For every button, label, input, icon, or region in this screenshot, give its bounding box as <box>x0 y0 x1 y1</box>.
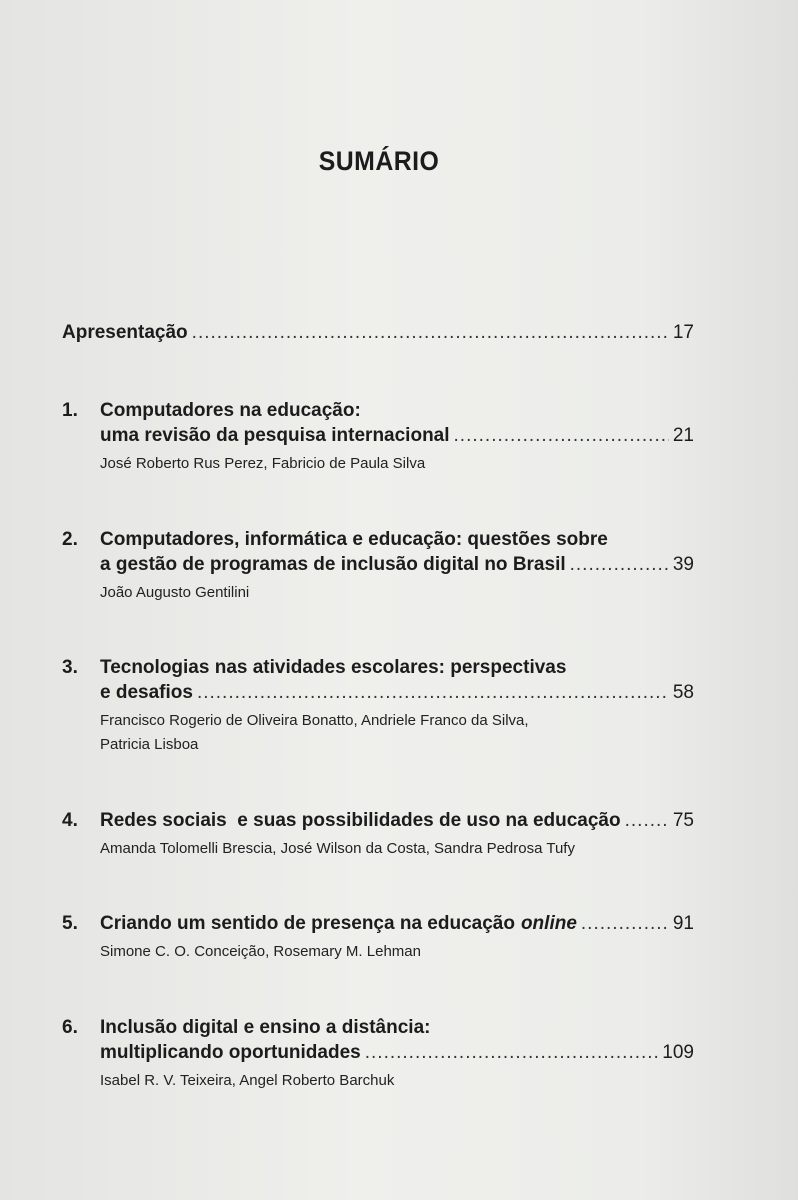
entry-number: 5. <box>62 913 78 934</box>
entry-title-line: a gestão de programas de inclusão digital no Brasil <box>100 554 566 575</box>
toc-entry-3 <box>62 655 694 756</box>
entry-title-line: Redes sociais e suas possibilidades de uso na educação <box>100 810 621 831</box>
toc-entry-5 <box>62 911 694 963</box>
entry-authors: Amanda Tolomelli Brescia, José Wilson da Costa, Sandra Pedrosa Tufy <box>100 840 575 857</box>
page-number: 17 <box>672 322 694 343</box>
entry-title-line: Criando um sentido de presença na educação <box>100 913 515 934</box>
dot-leader <box>570 552 669 577</box>
entry-title-line: Computadores na educação: <box>100 400 361 421</box>
entry-number: 2. <box>62 529 78 550</box>
dot-leader <box>581 911 669 936</box>
entry-number: 1. <box>62 400 78 421</box>
entry-title-line: e desafios <box>100 682 193 703</box>
page-number: 39 <box>672 554 694 575</box>
toc-entry-1 <box>62 398 694 475</box>
page-number: 21 <box>672 425 694 446</box>
entry-title-line: Computadores, informática e educação: questões sobre <box>100 529 608 550</box>
entry-authors: Patricia Lisboa <box>100 736 199 753</box>
entry-title-line: Tecnologias nas atividades escolares: perspectivas <box>100 657 567 678</box>
dot-leader <box>454 423 669 448</box>
entry-authors: José Roberto Rus Perez, Fabricio de Paula Silva <box>100 455 426 472</box>
page-number: 75 <box>672 810 694 831</box>
entry-authors: Francisco Rogerio de Oliveira Bonatto, Andriele Franco da Silva, <box>100 712 529 729</box>
entry-title-line: multiplicando oportunidades <box>100 1042 361 1063</box>
page-number: 58 <box>672 682 694 703</box>
entry-authors: João Augusto Gentilini <box>100 584 250 601</box>
toc-entry-4 <box>62 808 694 860</box>
dot-leader <box>365 1040 659 1065</box>
dot-leader <box>197 680 669 705</box>
toc-entry-6 <box>62 1015 694 1092</box>
entry-title-line: uma revisão da pesquisa internacional <box>100 425 450 446</box>
page-title: SUMÁRIO <box>318 146 440 176</box>
dot-leader <box>192 320 669 345</box>
entry-title-italic: online <box>520 913 577 934</box>
toc-entry-intro <box>62 320 694 345</box>
entry-authors: Simone C. O. Conceição, Rosemary M. Lehman <box>100 943 421 960</box>
entry-number: 3. <box>62 657 78 678</box>
entry-title-line: Inclusão digital e ensino a distância: <box>100 1017 431 1038</box>
page-number: 91 <box>672 913 694 934</box>
entry-authors: Isabel R. V. Teixeira, Angel Roberto Barchuk <box>100 1072 395 1089</box>
entry-number: 4. <box>62 810 78 831</box>
dot-leader <box>625 808 669 833</box>
page-number: 109 <box>662 1042 694 1063</box>
entry-title: Apresentação <box>62 322 188 343</box>
toc-entry-2 <box>62 527 694 604</box>
entry-number: 6. <box>62 1017 78 1038</box>
